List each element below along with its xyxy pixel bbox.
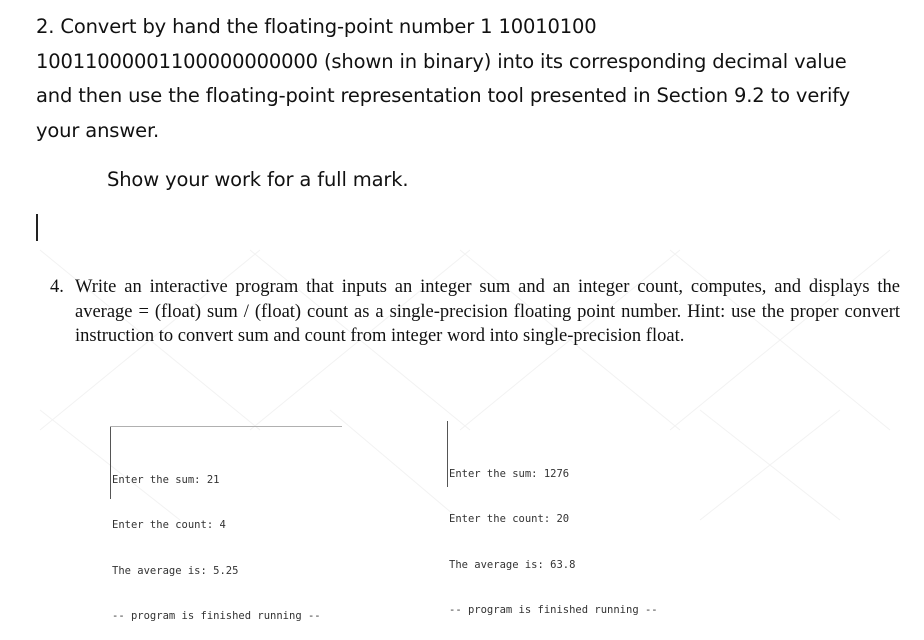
console-edge	[447, 421, 448, 487]
console-line: -- program is finished running --	[112, 610, 321, 623]
question-4-text: Write an interactive program that inputs an integer sum and an integer count, computes, and displays the average = (float) sum / (float) count as a single-precision floating point number. Hint: use the proper convert instruction to convert sum and count from integer word into single-precision float.	[75, 277, 900, 346]
console-line: -- program is finished running --	[449, 604, 658, 617]
question-4	[50, 275, 900, 349]
console-output-run-2	[447, 421, 679, 617]
text-cursor	[36, 214, 38, 241]
console-line: Enter the count: 20	[449, 513, 570, 526]
question-4-number: 4.	[50, 277, 64, 297]
console-line: Enter the count: 4	[112, 519, 226, 532]
console-line: Enter the sum: 1276	[449, 467, 570, 480]
console-line: Enter the sum: 21	[112, 473, 220, 486]
console-output-run-1	[110, 426, 342, 623]
console-line: The average is: 5.25	[112, 564, 239, 577]
question-2-note: Show your work for a full mark.	[107, 168, 409, 191]
question-2-text: 2. Convert by hand the floating-point number 1 10010100 10011000001100000000000 (shown in binary) into its corresponding decimal value and then use the floating-point representation tool presented in Section 9.2 to verify your answer.	[36, 15, 851, 142]
console-line: The average is: 63.8	[449, 558, 576, 571]
console-edge	[110, 427, 111, 499]
